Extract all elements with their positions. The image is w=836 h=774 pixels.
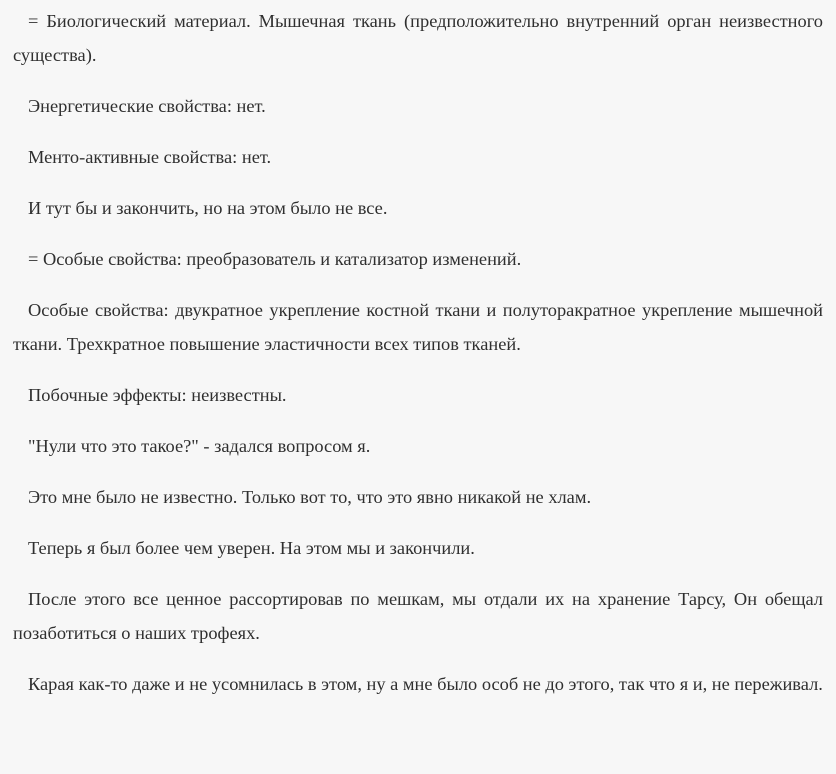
- paragraph-energy-properties: Энергетические свойства: нет.: [28, 96, 266, 116]
- paragraph-question: "Нули что это такое?" - задался вопросом я.: [28, 436, 371, 456]
- paragraph-material: = Биологический материал. Мышечная ткань (предположительно внутренний орган неизвестного существа).: [13, 11, 823, 65]
- paragraph-side-effects: Побочные эффекты: неизвестны.: [28, 385, 287, 405]
- paragraph-not-all: И тут бы и закончить, но на этом было не все.: [28, 198, 388, 218]
- paragraph-special-heading: = Особые свойства: преобразователь и катализатор изменений.: [28, 249, 522, 269]
- paragraph-sorting: После этого все ценное рассортировав по мешкам, мы отдали их на хранение Тарсу, Он обещал позаботиться о наших трофеях.: [13, 589, 823, 643]
- paragraph-mento-properties: Менто-активные свойства: нет.: [28, 147, 272, 167]
- paragraph-special-properties: Особые свойства: двукратное укрепление костной ткани и полуторакратное укрепление мышечной ткани. Трехкратное повышение эластичности всех типов тканей.: [13, 300, 823, 354]
- paragraph-karaya: Карая как-то даже и не усомнилась в этом, ну а мне было особ не до этого, так что я и, не переживал.: [28, 674, 823, 694]
- paragraph-sure: Теперь я был более чем уверен. На этом мы и закончили.: [28, 538, 475, 558]
- paragraph-unknown: Это мне было не известно. Только вот то, что это явно никакой не хлам.: [28, 487, 592, 507]
